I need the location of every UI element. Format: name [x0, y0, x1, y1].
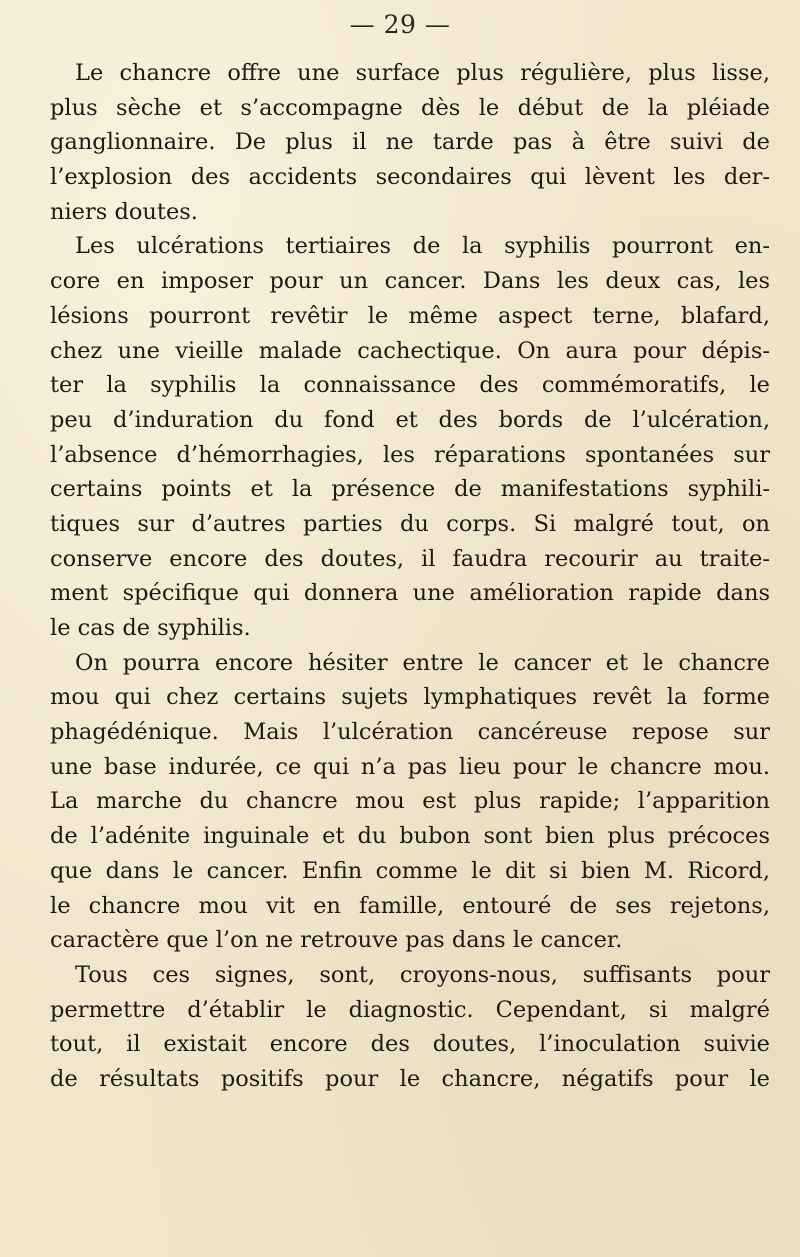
- text-line: phagédénique. Mais l’ulcération cancéreuse repose sur: [50, 719, 770, 746]
- text-line: permettre d’établir le diagnostic. Cependant, si malgré: [50, 996, 770, 1023]
- text-line: Les ulcérations tertiaires de la syphilis pourront en-: [75, 233, 770, 260]
- text-line: plus sèche et s’accompagne dès le début de la pléiade: [50, 94, 770, 121]
- page-number: — 29 —: [349, 10, 451, 39]
- text-line: On pourra encore hésiter entre le cancer et le chancre: [75, 649, 770, 676]
- text-line: tiques sur d’autres parties du corps. Si malgré tout, on: [50, 510, 770, 537]
- text-line: ganglionnaire. De plus il ne tarde pas à être suivi de: [50, 129, 770, 156]
- text-line: Le chancre offre une surface plus régulière, plus lisse,: [75, 60, 770, 86]
- text-line: mou qui chez certains sujets lymphatiques revêt la forme: [50, 684, 770, 711]
- text-line: chez une vieille malade cachectique. On aura pour dépis-: [50, 337, 770, 364]
- body-text: [50, 56, 770, 1097]
- text-line: le cas de syphilis.: [50, 615, 251, 641]
- text-line: de résultats positifs pour le chancre, négatifs pour le: [50, 1065, 770, 1092]
- text-line: que dans le cancer. Enfin comme le dit si bien M. Ricord,: [50, 857, 770, 884]
- text-line: tout, il existait encore des doutes, l’inoculation suivie: [50, 1031, 770, 1058]
- text-line: core en imposer pour un cancer. Dans les deux cas, les: [50, 268, 770, 295]
- text-line: le chancre mou vit en famille, entouré de ses rejetons,: [50, 892, 770, 919]
- text-line: conserve encore des doutes, il faudra recourir au traite-: [50, 545, 770, 572]
- text-line: une base indurée, ce qui n’a pas lieu pour le chancre mou.: [50, 753, 770, 780]
- text-line: certains points et la présence de manifestations syphili-: [50, 476, 770, 503]
- text-line: lésions pourront revêtir le même aspect terne, blafard,: [50, 302, 770, 329]
- text-line: l’explosion des accidents secondaires qui lèvent les der-: [50, 164, 770, 191]
- text-line: niers doutes.: [50, 198, 198, 225]
- text-line: La marche du chancre mou est plus rapide; l’apparition: [50, 788, 770, 815]
- text-line: ter la syphilis la connaissance des commémoratifs, le: [50, 372, 770, 399]
- text-line: caractère que l’on ne retrouve pas dans le cancer.: [50, 927, 623, 954]
- text-line: ment spécifique qui donnera une amélioration rapide dans: [50, 580, 770, 607]
- text-line: l’absence d’hémorrhagies, les réparations spontanées sur: [50, 441, 770, 468]
- text-line: peu d’induration du fond et des bords de l’ulcération,: [50, 406, 770, 433]
- text-line: de l’adénite inguinale et du bubon sont bien plus précoces: [50, 823, 770, 850]
- text-line: Tous ces signes, sont, croyons-nous, suffisants pour: [75, 961, 770, 988]
